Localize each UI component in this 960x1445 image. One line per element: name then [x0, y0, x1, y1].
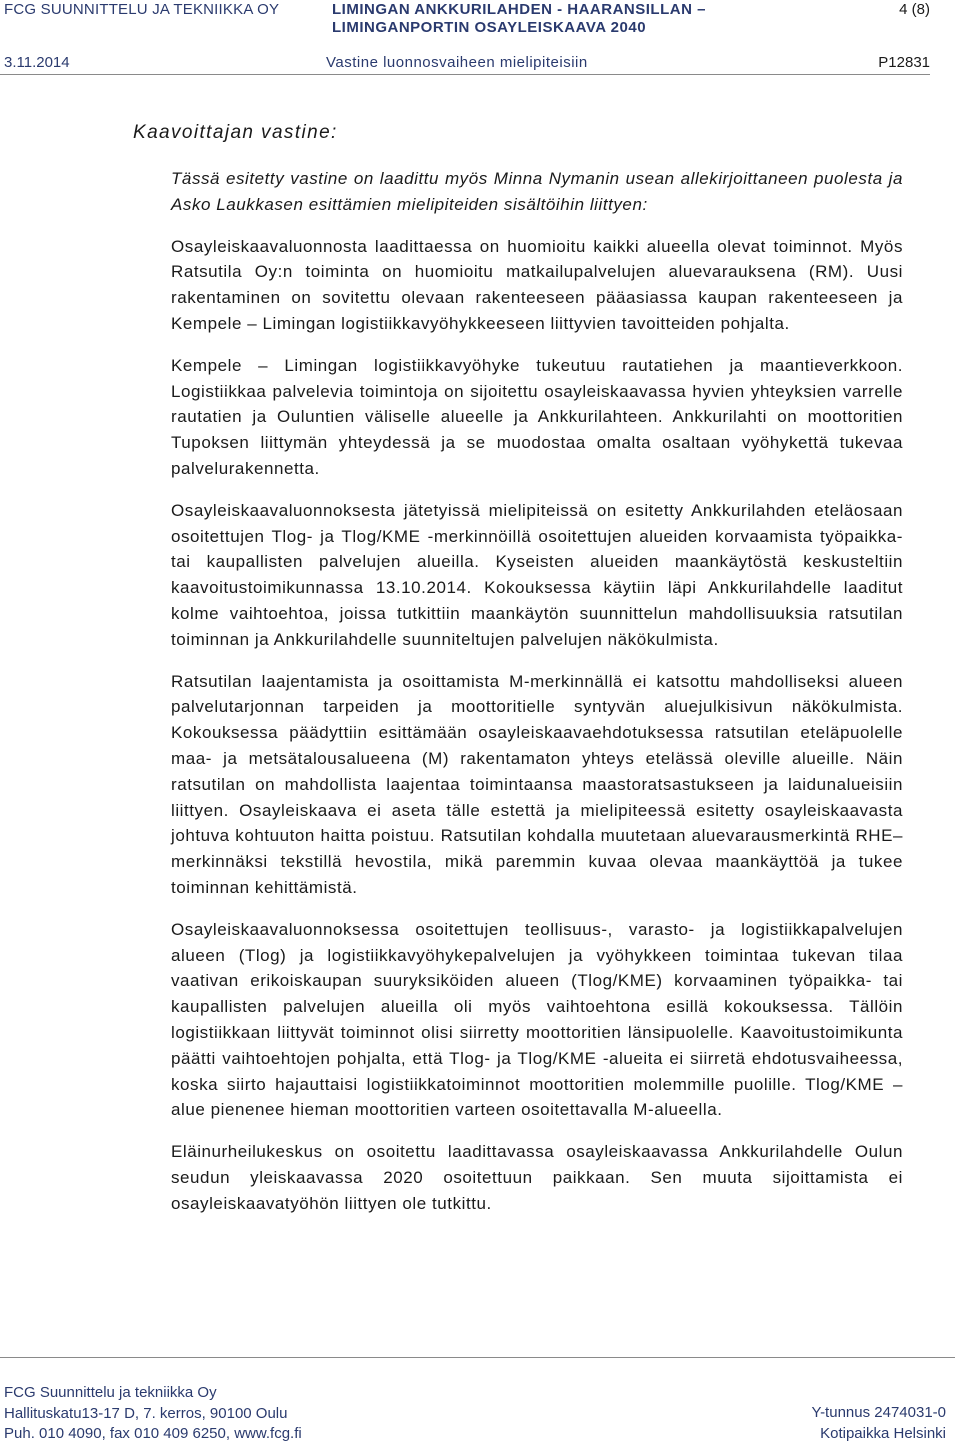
body-paragraph: Ratsutilan laajentamista ja osoittamista M-merkinnällä ei katsottu mahdolliseksi alueen palvelutarjonnan tarpeiden ja moottoritielle syntyvän aluejulkisivun näkökulmista. Kokouksessa päädyttiin esittämään osayleiskaavaehdotuksessa ratsutilan eteläpuolelle maa- ja metsätalousalueena (M) rakentamaton yhteys etelässä oleville alueille. Näin ratsutilan on mahdollista laajentaa toimintaansa maastoratsastukseen ja laidunalueisiin liittyen. Osayleiskaava ei aseta tälle estettä ja mielipiteessä esitetty osayleiskaavasta johtuva kohtuuton haitta poistuu. Ratsutilan kohdalla muutetaan aluevarausmerkintä RHE–merkinnäksi tekstillä hevostila, mikä paremmin kuvaa olevaa maankäyttöä ja tukee toiminnan kehittämistä. [171, 671, 903, 897]
body-paragraph: Osayleiskaavaluonnoksesta jätetyissä mielipiteissä on esitetty Ankkurilahden eteläosaan osoitettujen Tlog- ja Tlog/KME -merkinnöillä osoitettujen alueiden korvaamista työpaikka- tai kaupallisten palvelujen alueilla. Kyseisten alueiden maankäytöstä keskusteltiin kaavoitustoimikunnassa 13.10.2014. Kokouksessa käytiin läpi Ankkurilahdelle laaditut kolme vaihtoehtoa, joissa tutkittiin maankäytön suunnittelun mahdollisuuksia ratsutilan toiminnan ja Ankkurilahdelle suunniteltujen palvelujen näkökulmista. [171, 500, 903, 649]
footer-domicile: Kotipaikka Helsinki [820, 1424, 946, 1442]
response-heading: Kaavoittajan vastine: [133, 122, 338, 143]
footer-contact: Puh. 010 4090, fax 010 409 6250, www.fcg.fi [4, 1425, 302, 1442]
header-project-number: P12831 [878, 54, 930, 71]
page-number: 4 (8) [899, 1, 930, 18]
footer-address: Hallituskatu13-17 D, 7. kerros, 90100 Oulu [4, 1404, 288, 1422]
footer-divider [0, 1357, 955, 1358]
response-body [171, 166, 903, 1232]
header-project-title [332, 1, 706, 37]
page-footer [0, 1357, 960, 1442]
header-date: 3.11.2014 [4, 54, 70, 71]
footer-business-id: Y-tunnus 2474031-0 [811, 1404, 946, 1421]
header-title-line-2: LIMINGANPORTIN OSAYLEISKAAVA 2040 [332, 19, 647, 36]
footer-company-name: FCG Suunnittelu ja tekniikka Oy [4, 1384, 217, 1401]
page-header [0, 0, 960, 80]
body-paragraph: Osayleiskaavaluonnosta laadittaessa on huomioitu kaikki alueella olevat toiminnot. Myös Ratsutila Oy:n toiminta on huomioitu matkailupalvelujen aluevarauksena (RM). Uusi rakentaminen on sovitettu olevaan rakenteeseen pääasiassa kaupan rakenteeseen ja Kempele – Limingan logistiikkavyöhykkeeseen liittyvien tavoitteiden pohjalta. [171, 236, 903, 333]
header-document-title: Vastine luonnosvaiheen mielipiteisiin [326, 54, 588, 71]
footer-company-info [4, 1383, 302, 1445]
header-divider [0, 74, 930, 75]
body-paragraph: Kempele – Limingan logistiikkavyöhyke tukeutuu rautatiehen ja maantieverkkoon. Logistiikkaa palvelevia toimintoja on sijoitettu osayleiskaavassa hyvien yhteyksien varrelle rautatien ja Ouluntien väliselle alueelle ja Ankkurilahteen. Ankkurilahti on moottoritien Tupoksen liittymän yhteydessä ja se muodostaa omalta osaltaan vyöhykettä tukevaa palvelurakennetta. [171, 355, 903, 478]
body-paragraph: Osayleiskaavaluonnoksessa osoitettujen teollisuus-, varasto- ja logistiikkapalvelujen alueen (Tlog) ja logistiikkavyöhykepalvelujen ja vyöhykkeen toimintaa tukevan tilaa vaativan erikoiskaupan suuryksiköiden alueen (Tlog/KME) korvaaminen työpaikka- tai kaupallisten palvelujen alueilla oli myös vaihtoehtona esillä kokouksessa. Tällöin logistiikkaan liittyvät toiminnot olisi siirretty moottoritien länsipuolelle. Kaavoitustoimikunta päätti vaihtoehtojen pohjalta, että Tlog- ja Tlog/KME -alueita ei siirretä ehdotusvaiheessa, koska siirto hajauttaisi logistiikkatoiminnot moottoritien molemmille puolille. Tlog/KME –alue pienenee hieman moottoritien varteen osoitettavalla M-alueella. [171, 919, 903, 1120]
intro-paragraph: Tässä esitetty vastine on laadittu myös Minna Nymanin usean allekirjoittaneen puolesta ja Asko Laukkasen esittämien mielipiteiden sisältöihin liittyen: [171, 169, 903, 214]
header-title-line-1: LIMINGAN ANKKURILAHDEN - HAARANSILLAN – [332, 1, 706, 18]
body-paragraph: Eläinurheilukeskus on osoitettu laadittavassa osayleiskaavassa Ankkurilahdelle Oulun seudun yleiskaavassa 2020 osoitettuun paikkaan. Sen muuta sijoittamista ei osayleiskaavatyöhön liittyen ole tutkittu. [171, 1142, 903, 1213]
header-company: FCG SUUNNITTELU JA TEKNIIKKA OY [4, 1, 280, 18]
